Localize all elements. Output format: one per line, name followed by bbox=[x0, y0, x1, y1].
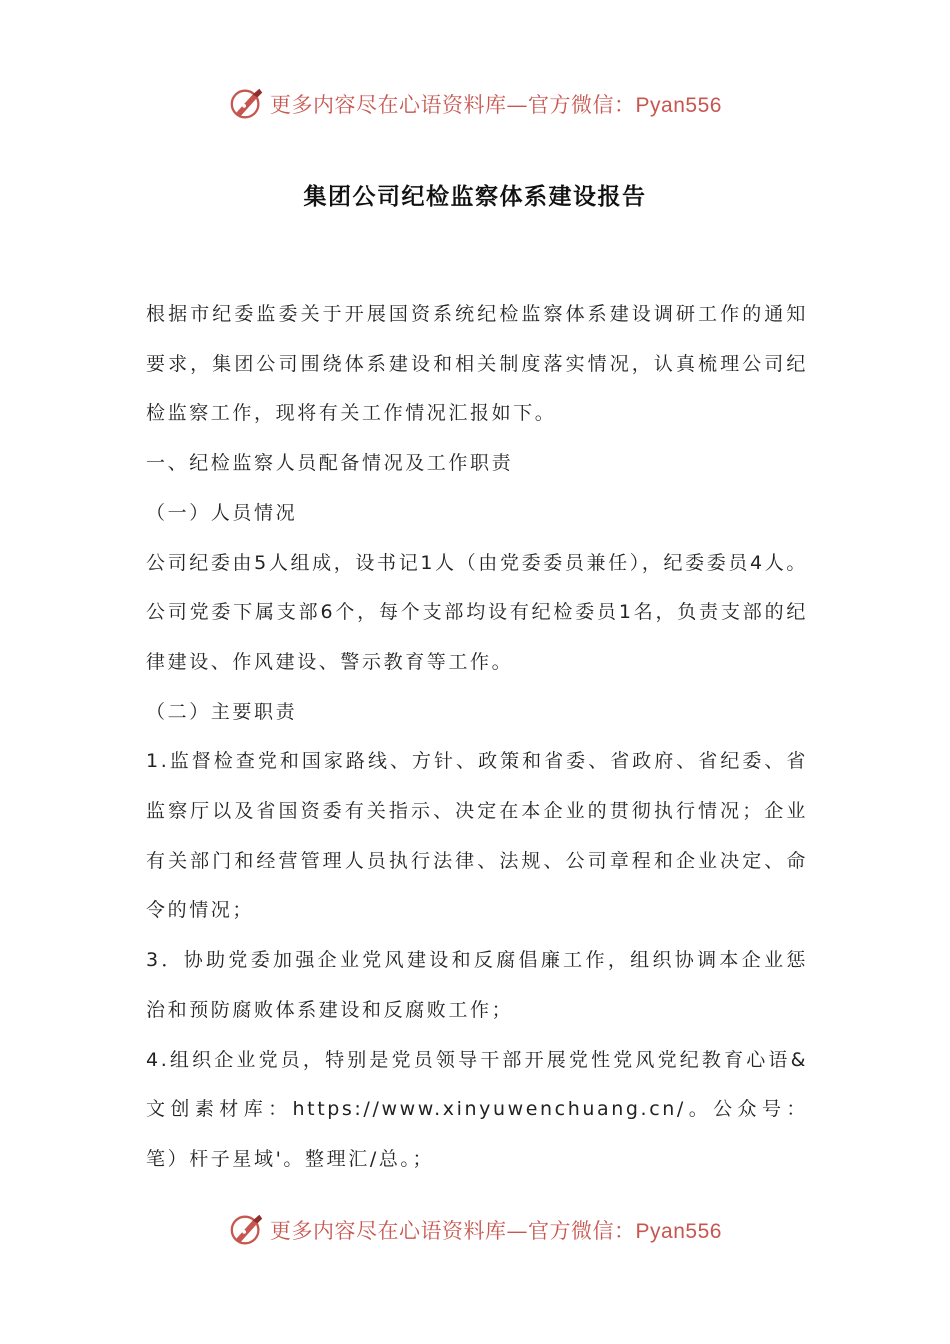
subsection-heading: （二）主要职责 bbox=[146, 700, 298, 723]
pen-nib-logo-icon bbox=[228, 85, 266, 123]
banner-text: 更多内容尽在心语资料库—官方微信：Pyan556 bbox=[270, 93, 722, 117]
duty-item: 4.组织企业党员，特别是党员领导干部开展党性党风党纪教育心语&文创素材库：https://www.xinyuwenchuang.cn/。公众号：笔）杆子星域'。整理汇/总。； bbox=[146, 1048, 808, 1170]
intro-paragraph: 根据市纪委监委关于开展国资系统纪检监察体系建设调研工作的通知要求，集团公司围绕体系建设和相关制度落实情况，认真梳理公司纪检监察工作，现将有关工作情况汇报如下。 bbox=[146, 303, 808, 425]
duty-item: 3．协助党委加强企业党风建设和反腐倡廉工作，组织协调本企业惩治和预防腐败体系建设和反腐败工作； bbox=[146, 949, 808, 1021]
subsection-heading: （一）人员情况 bbox=[146, 501, 298, 524]
duty-item: 1.监督检查党和国家路线、方针、政策和省委、省政府、省纪委、省监察厅以及省国资委有关指示、决定在本企业的贯彻执行情况；企业有关部门和经营管理人员执行法律、法规、公司章程和企业决定、命令的情况； bbox=[146, 750, 808, 922]
document-body bbox=[146, 290, 808, 1185]
body-paragraph: 公司纪委由5人组成，设书记1人（由党委委员兼任），纪委委员4人。公司党委下属支部6个，每个支部均设有纪检委员1名，负责支部的纪律建设、作风建设、警示教育等工作。 bbox=[146, 551, 808, 673]
document-title: 集团公司纪检监察体系建设报告 bbox=[303, 184, 647, 210]
banner-text: 更多内容尽在心语资料库—官方微信：Pyan556 bbox=[270, 1219, 722, 1243]
section-heading: 一、纪检监察人员配备情况及工作职责 bbox=[146, 452, 514, 475]
wechat-id: Pyan556 bbox=[635, 1220, 722, 1243]
pen-nib-logo-icon bbox=[228, 1211, 266, 1249]
wechat-id: Pyan556 bbox=[635, 94, 722, 117]
header-banner bbox=[0, 82, 950, 126]
footer-banner bbox=[0, 1208, 950, 1252]
